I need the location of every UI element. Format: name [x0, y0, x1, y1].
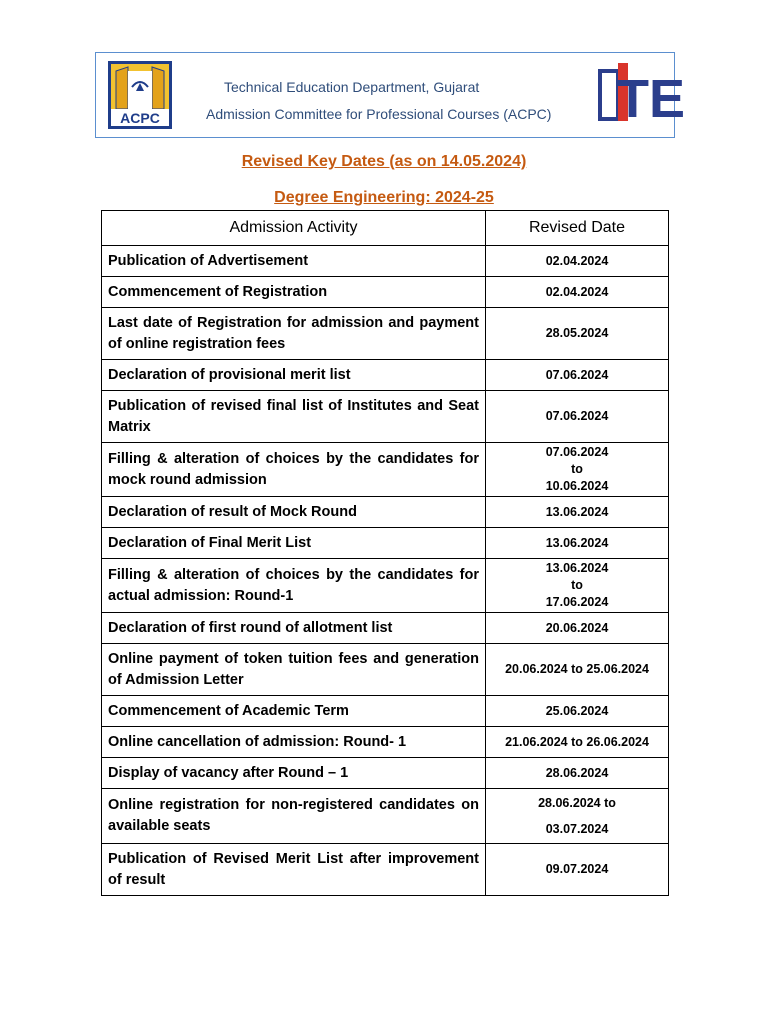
table-row: [102, 559, 669, 613]
date-cell: 28.06.2024: [486, 758, 669, 789]
revised-dates-title: Revised Key Dates (as on 14.05.2024): [241, 153, 527, 170]
activity-cell: Commencement of Academic Term: [102, 696, 486, 727]
activity-cell: Online cancellation of admission: Round- 1: [102, 727, 486, 758]
header-banner: [95, 52, 686, 138]
cte-logo-text: TE: [616, 69, 686, 129]
activity-cell: Online payment of token tuition fees and generation of Admission Letter: [102, 644, 486, 696]
table-row: [102, 727, 669, 758]
table-row: [102, 443, 669, 497]
table-row: [102, 528, 669, 559]
header-activity: Admission Activity: [102, 211, 486, 246]
acpc-logo: [108, 61, 172, 129]
activity-cell: Display of vacancy after Round – 1: [102, 758, 486, 789]
table-row: [102, 696, 669, 727]
date-cell: 02.04.2024: [486, 277, 669, 308]
date-cell: 25.06.2024: [486, 696, 669, 727]
date-cell: 07.06.2024 to 10.06.2024: [486, 443, 669, 497]
activity-cell: Declaration of Final Merit List: [102, 528, 486, 559]
table-row: [102, 613, 669, 644]
table-row: [102, 644, 669, 696]
activity-cell: Publication of Advertisement: [102, 246, 486, 277]
date-cell: 13.06.2024: [486, 528, 669, 559]
program-title: Degree Engineering: 2024-25: [274, 189, 494, 206]
activity-cell: Publication of revised final list of Institutes and Seat Matrix: [102, 391, 486, 443]
activity-cell: Publication of Revised Merit List after improvement of result: [102, 844, 486, 896]
date-cell: 21.06.2024 to 26.06.2024: [486, 727, 669, 758]
activity-cell: Last date of Registration for admission and payment of online registration fees: [102, 308, 486, 360]
acpc-logo-text: ACPC: [120, 110, 160, 126]
table-row: [102, 758, 669, 789]
activity-cell: Declaration of first round of allotment list: [102, 613, 486, 644]
date-cell: 07.06.2024: [486, 360, 669, 391]
header-department: Technical Education Department, Gujarat: [224, 79, 480, 95]
table-row: [102, 360, 669, 391]
table-row: [102, 277, 669, 308]
cte-logo: [596, 63, 686, 129]
date-cell: 28.06.2024 to 03.07.2024: [486, 789, 669, 844]
date-cell: 20.06.2024 to 25.06.2024: [486, 644, 669, 696]
table-row: [102, 308, 669, 360]
date-cell: 13.06.2024: [486, 497, 669, 528]
table-row: [102, 844, 669, 896]
date-cell: 07.06.2024: [486, 391, 669, 443]
table-row: [102, 246, 669, 277]
activity-cell: Filling & alteration of choices by the candidates for actual admission: Round-1: [102, 559, 486, 613]
table-row: [102, 789, 669, 844]
activity-cell: Online registration for non-registered candidates on available seats: [102, 789, 486, 844]
activity-cell: Declaration of provisional merit list: [102, 360, 486, 391]
key-dates-table: [101, 210, 669, 896]
table-row: [102, 391, 669, 443]
date-cell: 28.05.2024: [486, 308, 669, 360]
header-committee: Admission Committee for Professional Courses (ACPC): [206, 106, 552, 122]
date-cell: 13.06.2024 to 17.06.2024: [486, 559, 669, 613]
activity-cell: Declaration of result of Mock Round: [102, 497, 486, 528]
date-cell: 02.04.2024: [486, 246, 669, 277]
table-header-row: [102, 211, 669, 246]
date-cell: 09.07.2024: [486, 844, 669, 896]
activity-cell: Commencement of Registration: [102, 277, 486, 308]
header-date: Revised Date: [486, 211, 669, 246]
table-row: [102, 497, 669, 528]
activity-cell: Filling & alteration of choices by the candidates for mock round admission: [102, 443, 486, 497]
date-cell: 20.06.2024: [486, 613, 669, 644]
